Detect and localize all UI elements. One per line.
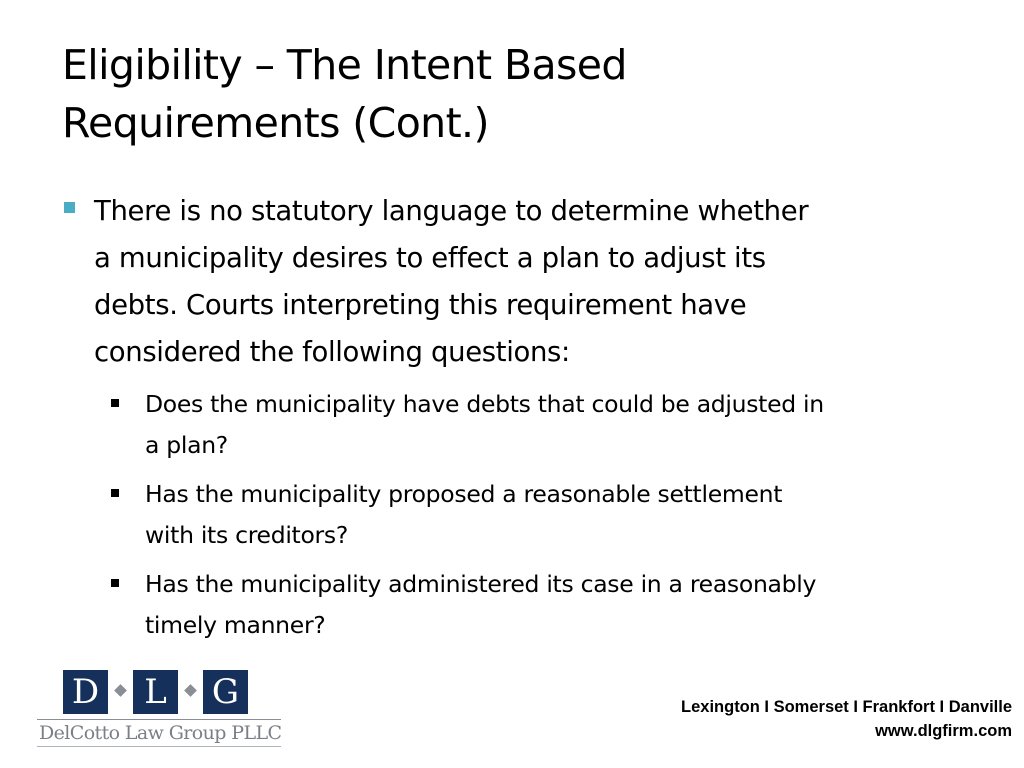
square-bullet-icon <box>64 202 75 213</box>
footer-offices: Lexington I Somerset I Frankfort I Danville <box>681 698 1012 716</box>
square-bullet-icon <box>111 489 119 497</box>
main-bullet-line: considered the following questions: <box>94 336 570 368</box>
slide-body <box>62 188 972 654</box>
sub-bullet <box>62 564 972 646</box>
square-bullet-icon <box>111 399 119 407</box>
diamond-icon <box>184 684 197 697</box>
square-bullet-icon <box>111 579 119 587</box>
sub-bullet <box>62 474 972 556</box>
sub-bullet-list <box>62 384 972 646</box>
firm-logo <box>37 670 283 748</box>
slide-title <box>62 36 962 152</box>
title-line: Eligibility – The Intent Based <box>62 41 627 89</box>
logo-monogram <box>63 670 287 714</box>
logo-letter-l: L <box>133 670 178 714</box>
footer-website: www.dlgfirm.com <box>875 722 1012 740</box>
logo-letter-d: D <box>63 670 108 714</box>
logo-divider <box>37 719 281 720</box>
sub-bullet-line: Does the municipality have debts that could be adjusted in <box>145 390 824 418</box>
main-bullet-line: There is no statutory language to determine whether <box>94 195 809 227</box>
footer <box>681 695 1012 743</box>
logo-letter-g: G <box>203 670 248 714</box>
sub-bullet-line: timely manner? <box>145 611 326 639</box>
sub-bullet <box>62 384 972 466</box>
title-line: Requirements (Cont.) <box>62 99 489 147</box>
diamond-icon <box>114 684 127 697</box>
sub-bullet-line: a plan? <box>145 431 228 459</box>
main-bullet-line: a municipality desires to effect a plan to adjust its <box>94 242 766 274</box>
logo-divider <box>37 746 281 747</box>
sub-bullet-line: with its creditors? <box>145 521 349 549</box>
sub-bullet-line: Has the municipality proposed a reasonable settlement <box>145 480 783 508</box>
logo-firm-name: DelCotto Law Group PLLC <box>39 722 282 744</box>
sub-bullet-line: Has the municipality administered its case in a reasonably <box>145 570 817 598</box>
main-bullet <box>62 188 972 376</box>
main-bullet-line: debts. Courts interpreting this requirement have <box>94 289 747 321</box>
